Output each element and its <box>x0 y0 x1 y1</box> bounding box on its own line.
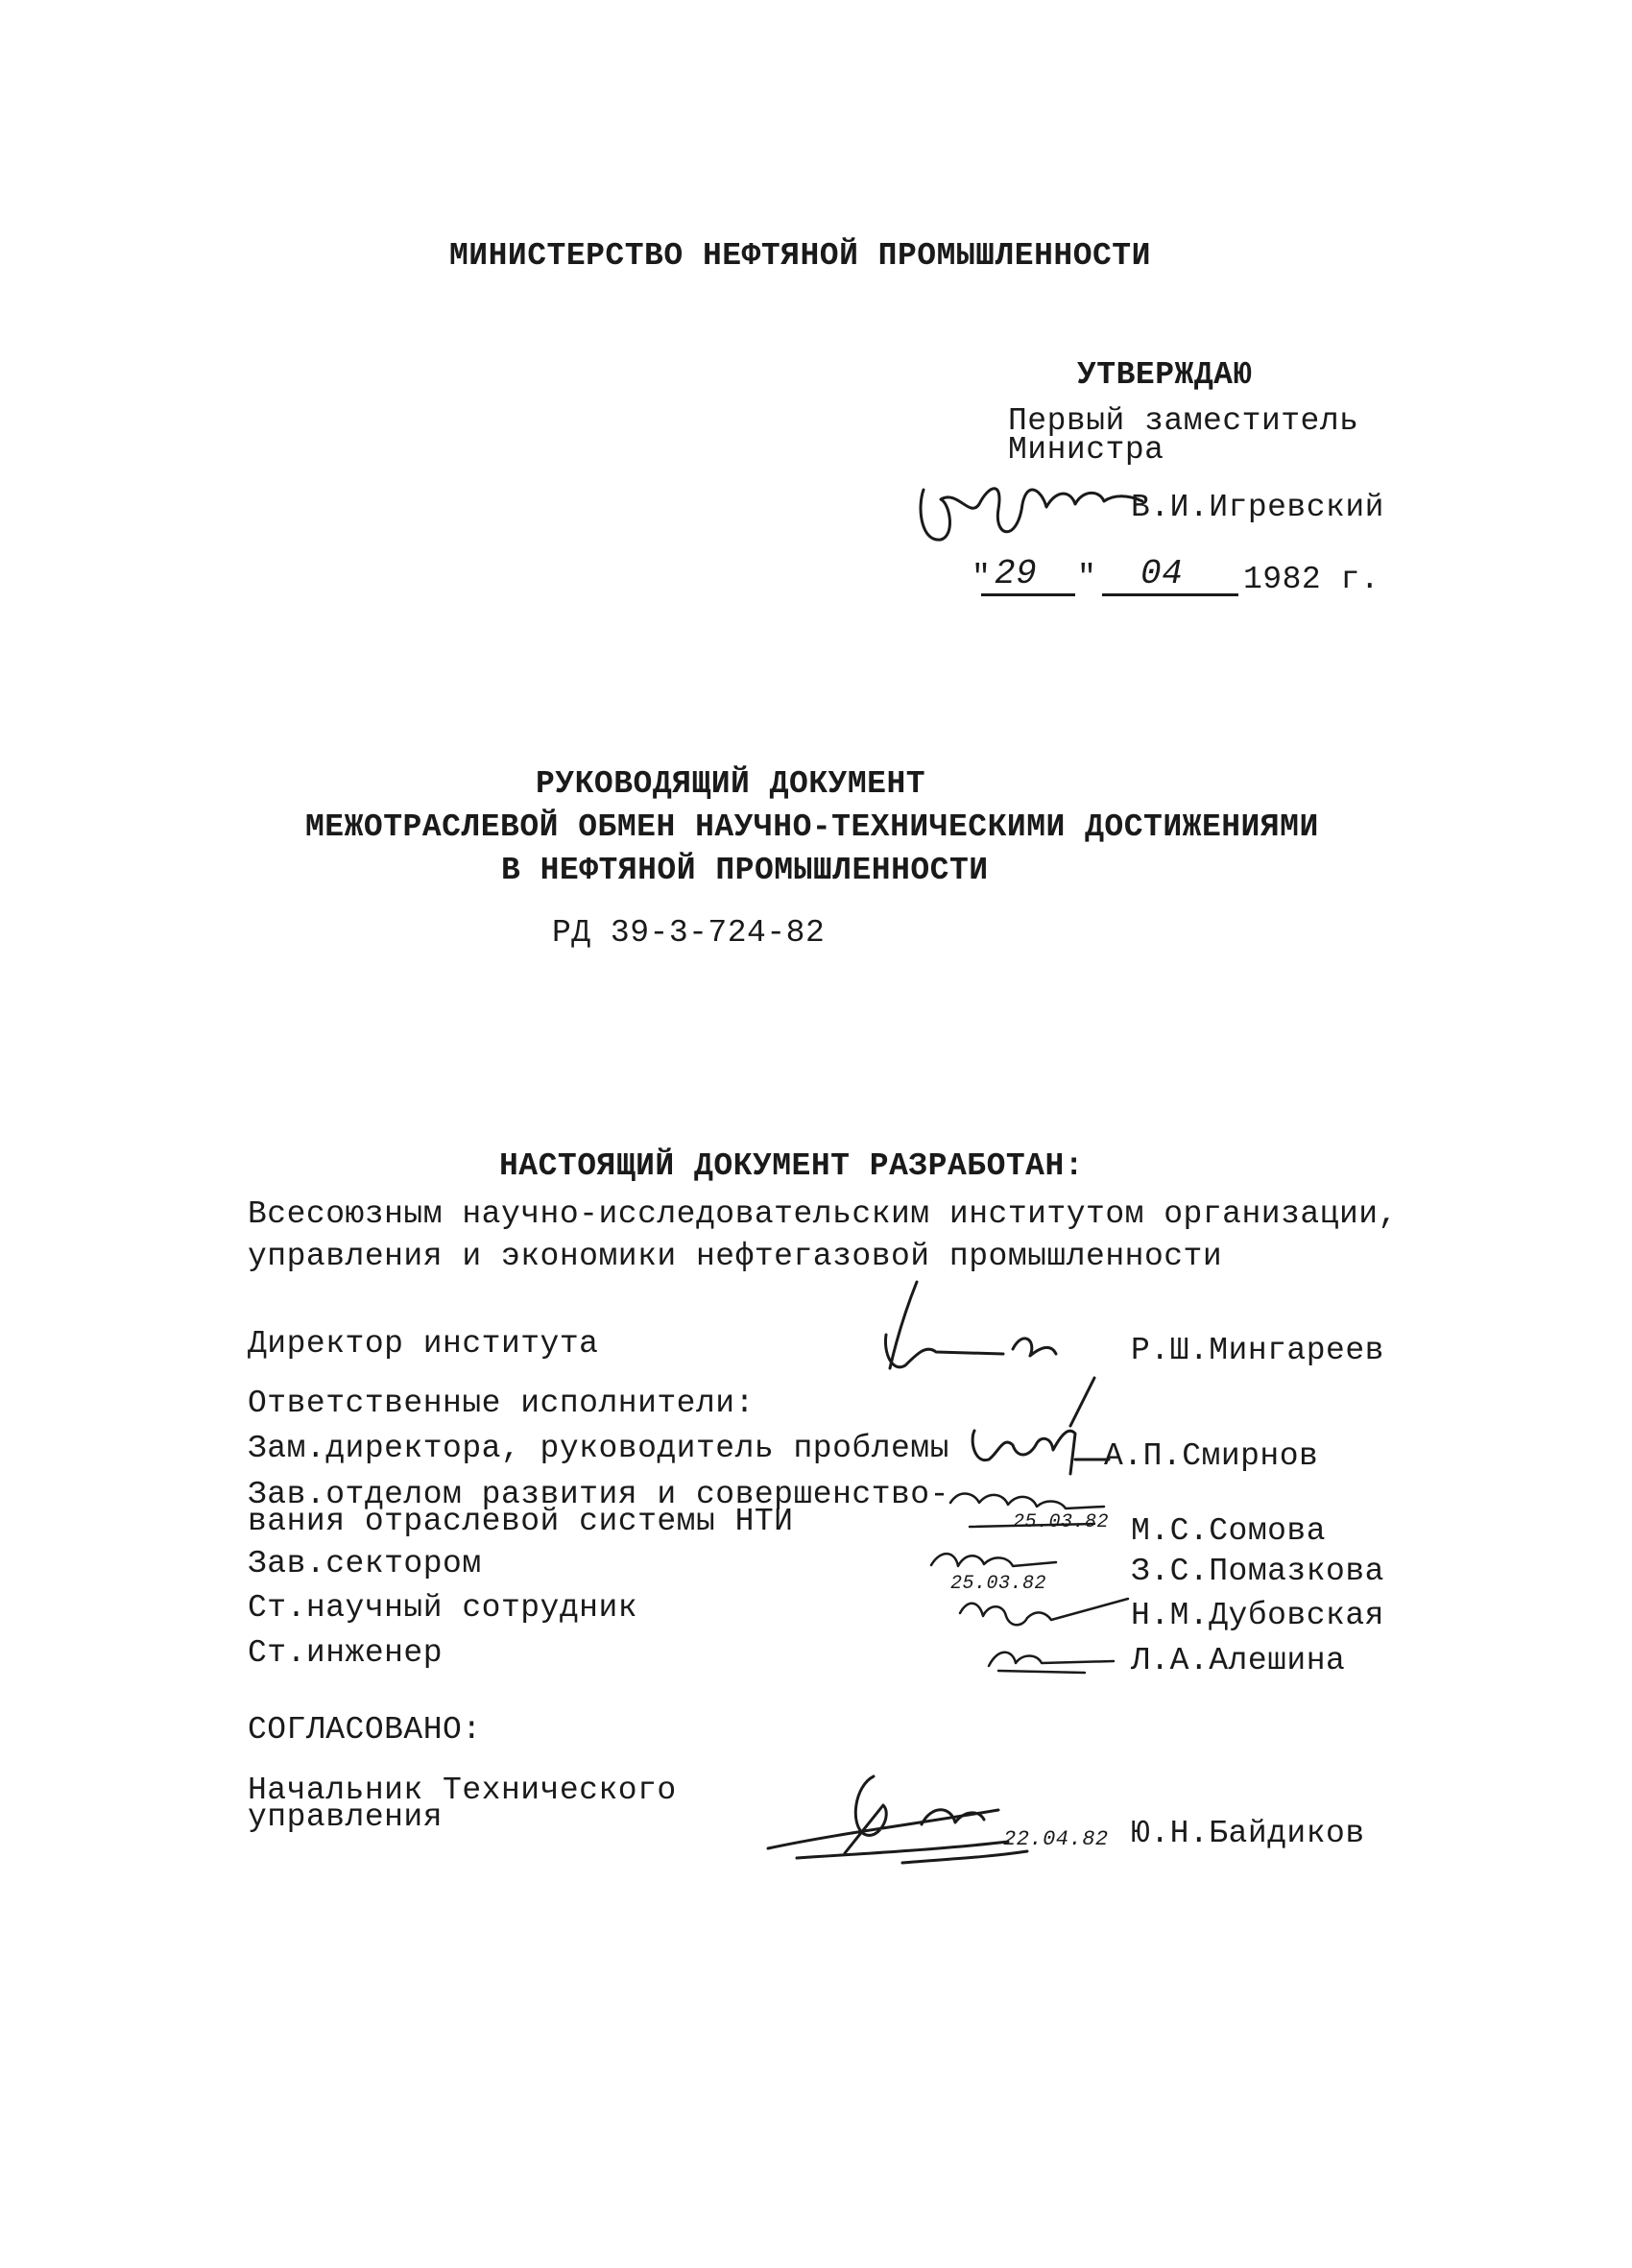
approval-stamp: УТВЕРЖДАЮ <box>1077 357 1253 393</box>
staff-role-4: Ст.научный сотрудник <box>248 1590 638 1626</box>
developer-org-line2: управления и экономики нефтегазовой промышленности <box>248 1239 1223 1274</box>
agreed-role-line1: Начальник Технического <box>248 1773 677 1808</box>
director-name: Р.Ш.Мингареев <box>1131 1333 1384 1368</box>
developer-org-line1: Всесоюзным научно-исследовательским институтом организации, <box>248 1196 1398 1232</box>
agreed-signature <box>758 1757 1123 1872</box>
agreed-name: Ю.Н.Байдиков <box>1131 1816 1365 1851</box>
staff-role-2-line2: вания отраслевой системы НТИ <box>248 1504 794 1539</box>
staff-sig-date-3: 25.03.82 <box>950 1573 1047 1595</box>
staff-sig-date-2: 25.03.82 <box>1013 1511 1110 1533</box>
date-year: 1982 г. <box>1243 562 1380 597</box>
staff-name-3: З.С.Помазкова <box>1131 1554 1384 1589</box>
approval-signatory: В.И.Игревский <box>1131 490 1384 525</box>
title-line1: РУКОВОДЯЩИЙ ДОКУМЕНТ <box>536 766 926 802</box>
staff-role-1: Зам.директора, руководитель проблемы <box>248 1431 949 1466</box>
title-line3: В НЕФТЯНОЙ ПРОМЫШЛЕННОСТИ <box>501 853 989 888</box>
date-day: 29 <box>995 554 1038 593</box>
director-signature <box>859 1277 1109 1383</box>
document-code: РД 39-3-724-82 <box>552 915 826 951</box>
staff-role-3: Зав.сектором <box>248 1546 482 1581</box>
developer-heading: НАСТОЯЩИЙ ДОКУМЕНТ РАЗРАБОТАН: <box>499 1148 1085 1184</box>
approval-position-line1: Первый заместитель <box>1008 403 1359 439</box>
executives-heading: Ответственные исполнители: <box>248 1386 755 1421</box>
staff-name-2: М.С.Сомова <box>1131 1513 1327 1549</box>
approval-position-line2: Министра <box>1008 432 1164 468</box>
staff-signature-4 <box>950 1589 1142 1637</box>
staff-signature-1 <box>917 1368 1147 1493</box>
agreed-sig-date: 22.04.82 <box>1003 1827 1109 1851</box>
date-quote-mid: " <box>1077 560 1097 595</box>
staff-name-5: Л.А.Алешина <box>1131 1643 1346 1678</box>
ministry-header: МИНИСТЕРСТВО НЕФТЯНОЙ ПРОМЫШЛЕННОСТИ <box>449 238 1151 274</box>
agreed-heading: СОГЛАСОВАНО: <box>248 1712 482 1748</box>
director-role: Директор института <box>248 1326 599 1362</box>
staff-role-5: Ст.инженер <box>248 1635 444 1671</box>
approval-signature <box>912 451 1152 557</box>
date-month-underline <box>1102 593 1238 596</box>
staff-signature-5 <box>970 1632 1123 1680</box>
staff-role-2-line1: Зав.отделом развития и совершенство- <box>248 1477 949 1512</box>
agreed-role-line2: управления <box>248 1799 444 1835</box>
staff-name-4: Н.М.Дубовская <box>1131 1598 1384 1633</box>
date-quote-open: " <box>972 560 992 595</box>
title-line2: МЕЖОТРАСЛЕВОЙ ОБМЕН НАУЧНО-ТЕХНИЧЕСКИМИ ДОСТИЖЕНИЯМИ <box>305 809 1319 845</box>
date-month: 04 <box>1140 554 1184 593</box>
staff-name-1: А.П.Смирнов <box>1104 1438 1319 1474</box>
date-day-underline <box>981 593 1075 596</box>
